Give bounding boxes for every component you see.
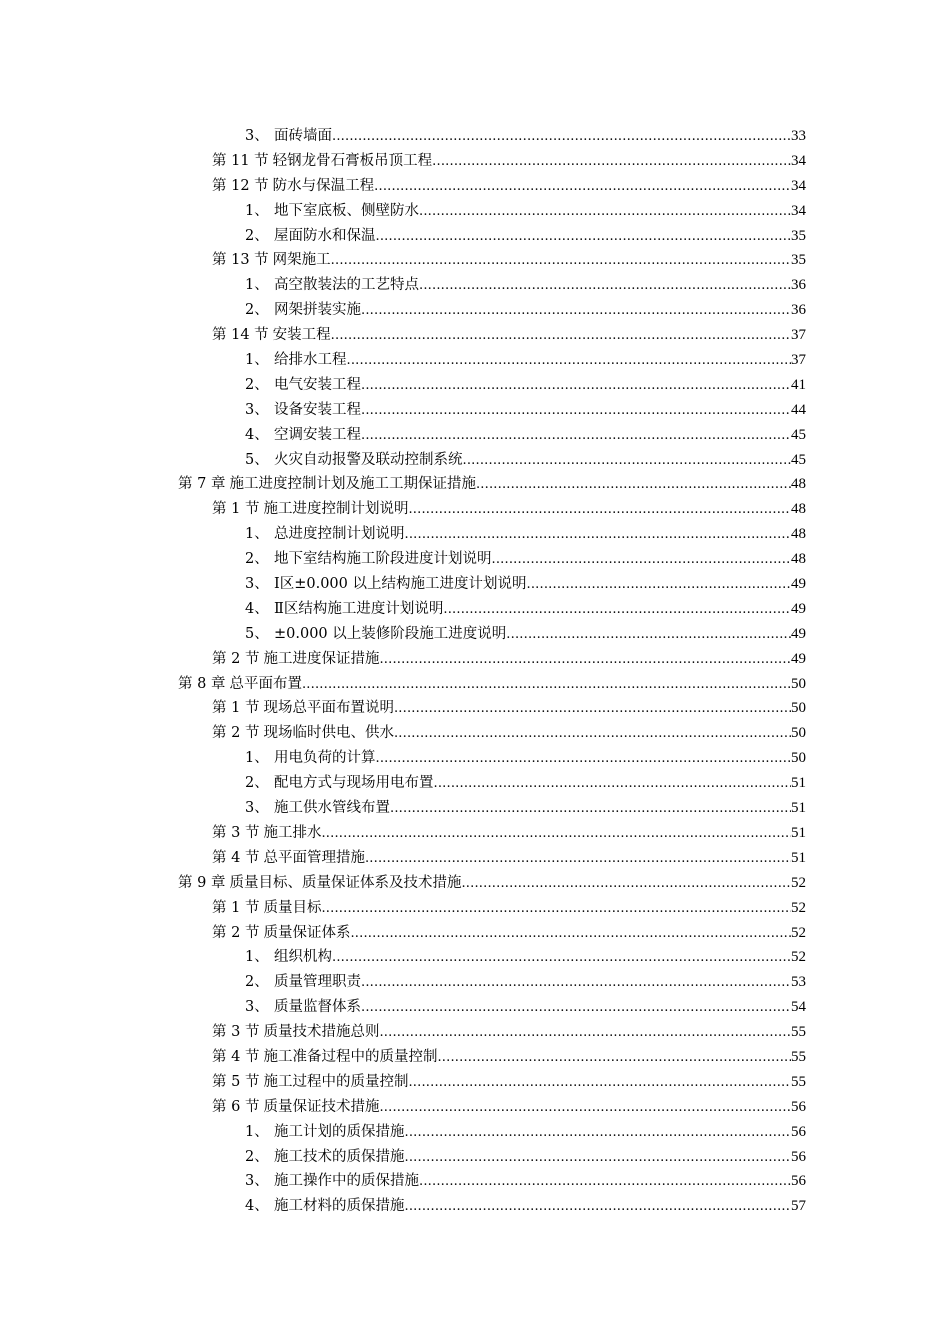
toc-entry-number: 第 7 章 — [178, 476, 226, 493]
toc-entry[interactable] — [0, 945, 950, 970]
toc-entry[interactable] — [0, 871, 950, 896]
toc-entry-number: 第 11 节 — [212, 152, 269, 169]
toc-entry-number: 第 1 节 — [212, 700, 260, 717]
toc-dot-leader — [321, 897, 791, 922]
toc-entry[interactable] — [0, 672, 950, 697]
toc-entry-title: 施工进度控制计划说明 — [263, 501, 409, 518]
toc-entry-page-number: 48 — [791, 501, 806, 518]
toc-entry[interactable] — [0, 1120, 950, 1145]
toc-entry-title: 给排水工程 — [274, 352, 347, 369]
toc-entry-title: Ⅱ区结构施工进度计划说明 — [274, 600, 444, 617]
toc-entry-title: 用电负荷的计算 — [274, 750, 376, 767]
toc-entry-page-number: 52 — [791, 949, 806, 966]
toc-entry-number: 4、 — [245, 426, 269, 443]
toc-dot-leader — [408, 498, 791, 523]
toc-entry-title: 组织机构 — [274, 949, 332, 966]
toc-dot-leader — [476, 473, 791, 498]
toc-entry[interactable] — [0, 174, 950, 199]
toc-entry[interactable] — [0, 1169, 950, 1194]
toc-dot-leader — [432, 150, 791, 175]
toc-dot-leader — [443, 598, 791, 623]
toc-entry[interactable] — [0, 124, 950, 149]
toc-entry-title: 地下室底板、侧壁防水 — [274, 202, 419, 219]
toc-entry-page-number: 37 — [791, 352, 806, 369]
toc-entry[interactable] — [0, 771, 950, 796]
toc-entry-page-number: 44 — [791, 401, 806, 418]
toc-entry[interactable] — [0, 821, 950, 846]
toc-entry[interactable] — [0, 796, 950, 821]
toc-entry[interactable] — [0, 896, 950, 921]
toc-entry-number: 2、 — [245, 551, 269, 568]
toc-entry-page-number: 50 — [791, 700, 806, 717]
toc-entry-title: ±0.000 以上装修阶段施工进度说明 — [274, 625, 507, 642]
toc-dot-leader — [492, 548, 792, 573]
toc-entry-title: 施工进度保证措施 — [263, 650, 380, 667]
toc-dot-leader — [361, 299, 791, 324]
toc-entry-title: 网架拼装实施 — [274, 302, 361, 319]
toc-entry-number: 4、 — [245, 1198, 269, 1215]
toc-dot-leader — [394, 722, 791, 747]
toc-entry-page-number: 50 — [791, 675, 806, 692]
toc-entry-title: 设备安装工程 — [274, 401, 361, 418]
toc-entry-title: 施工过程中的质量控制 — [263, 1073, 409, 1090]
toc-entry-title: 施工技术的质保措施 — [274, 1148, 405, 1165]
toc-entry-title: 高空散装法的工艺特点 — [274, 277, 419, 294]
toc-entry-page-number: 51 — [791, 824, 806, 841]
toc-dot-leader — [361, 996, 791, 1021]
toc-dot-leader — [302, 673, 791, 698]
toc-dot-leader — [376, 225, 792, 250]
toc-entry-number: 第 1 节 — [212, 899, 260, 916]
toc-dot-leader — [379, 1096, 791, 1121]
toc-entry-title: 施工计划的质保措施 — [274, 1123, 405, 1140]
toc-entry[interactable] — [0, 323, 950, 348]
toc-dot-leader — [390, 797, 791, 822]
toc-entry-number: 第 2 节 — [212, 725, 260, 742]
toc-entry[interactable] — [0, 373, 950, 398]
toc-entry[interactable] — [0, 448, 950, 473]
toc-entry[interactable] — [0, 398, 950, 423]
toc-entry[interactable] — [0, 696, 950, 721]
toc-entry[interactable] — [0, 1070, 950, 1095]
toc-entry-number: 2、 — [245, 227, 269, 244]
toc-dot-leader — [361, 374, 791, 399]
toc-entry-page-number: 50 — [791, 725, 806, 742]
toc-entry-page-number: 51 — [791, 800, 806, 817]
toc-entry-title: 防水与保温工程 — [272, 177, 375, 194]
toc-entry-page-number: 41 — [791, 376, 806, 393]
toc-entry-page-number: 33 — [791, 128, 806, 144]
toc-entry-title: 总进度控制计划说明 — [274, 526, 405, 543]
toc-dot-leader — [506, 623, 791, 648]
toc-entry[interactable] — [0, 348, 950, 373]
toc-entry-number: 2、 — [245, 775, 269, 792]
toc-dot-leader — [394, 697, 791, 722]
toc-dot-leader — [376, 747, 792, 772]
toc-dot-leader — [405, 1121, 792, 1146]
toc-entry-number: 3、 — [245, 401, 269, 418]
toc-entry-title: 质量监督体系 — [274, 999, 361, 1016]
toc-entry-page-number: 36 — [791, 302, 806, 319]
toc-entry[interactable] — [0, 1045, 950, 1070]
toc-entry-page-number: 55 — [791, 1048, 806, 1065]
toc-entry[interactable] — [0, 522, 950, 547]
toc-entry-number: 第 4 节 — [212, 1048, 260, 1065]
toc-entry[interactable] — [0, 199, 950, 224]
toc-entry[interactable] — [0, 746, 950, 771]
toc-entry-number: 第 4 节 — [212, 849, 260, 866]
toc-entry-page-number: 37 — [791, 327, 806, 344]
toc-dot-leader — [331, 324, 791, 349]
toc-entry[interactable] — [0, 1095, 950, 1120]
toc-entry-number: 2、 — [245, 302, 269, 319]
toc-entry-number: 1、 — [245, 352, 269, 369]
toc-entry-number: 2、 — [245, 376, 269, 393]
toc-entry-number: 第 1 节 — [212, 501, 260, 518]
toc-entry-number: 5、 — [245, 451, 269, 468]
toc-dot-leader — [350, 922, 791, 947]
toc-dot-leader — [408, 1071, 791, 1096]
toc-entry-title: 网架施工 — [272, 252, 331, 269]
toc-entry-page-number: 55 — [791, 1073, 806, 1090]
toc-entry[interactable] — [0, 547, 950, 572]
toc-entry-page-number: 54 — [791, 999, 806, 1016]
toc-entry[interactable] — [0, 846, 950, 871]
toc-entry-title: 施工排水 — [263, 824, 322, 841]
toc-entry-number: 3、 — [245, 999, 269, 1016]
toc-entry-title: 质量保证技术措施 — [263, 1098, 380, 1115]
toc-entry-page-number: 56 — [791, 1123, 806, 1140]
toc-entry-title: 质量目标 — [263, 899, 322, 916]
toc-entry-title: 质量保证体系 — [263, 924, 351, 941]
toc-dot-leader — [419, 1170, 791, 1195]
toc-entry[interactable] — [0, 572, 950, 597]
toc-entry[interactable] — [0, 597, 950, 622]
toc-dot-leader — [332, 125, 791, 150]
toc-entry-title: 质量技术措施总则 — [263, 1024, 380, 1041]
toc-entry-title: 施工操作中的质保措施 — [274, 1173, 419, 1190]
toc-entry-number: 第 8 章 — [178, 675, 226, 692]
toc-entry-page-number: 52 — [791, 874, 806, 891]
toc-entry[interactable] — [0, 622, 950, 647]
toc-entry-page-number: 45 — [791, 451, 806, 468]
toc-entry-number: 第 2 节 — [212, 924, 260, 941]
toc-entry-title: 施工材料的质保措施 — [274, 1198, 405, 1215]
toc-entry-number: 3、 — [245, 576, 269, 593]
toc-dot-leader — [527, 573, 792, 598]
toc-entry[interactable] — [0, 1145, 950, 1170]
toc-entry-page-number: 49 — [791, 600, 806, 617]
toc-entry-title: 面砖墙面 — [274, 128, 332, 144]
toc-entry-page-number: 55 — [791, 1024, 806, 1041]
toc-entry[interactable] — [0, 423, 950, 448]
toc-dot-leader — [379, 648, 791, 673]
toc-entry-number: 第 9 章 — [178, 874, 226, 891]
toc-entry-number: 3、 — [245, 1173, 269, 1190]
toc-dot-leader — [463, 449, 792, 474]
toc-entry[interactable] — [0, 970, 950, 995]
toc-dot-leader — [419, 274, 791, 299]
toc-entry-number: 第 6 节 — [212, 1098, 260, 1115]
toc-entry-page-number: 36 — [791, 277, 806, 294]
toc-entry-number: 第 14 节 — [212, 327, 269, 344]
toc-entry[interactable] — [0, 921, 950, 946]
toc-entry-number: 1、 — [245, 949, 269, 966]
toc-entry-page-number: 50 — [791, 750, 806, 767]
toc-dot-leader — [461, 872, 791, 897]
toc-entry[interactable] — [0, 647, 950, 672]
toc-entry-number: 1、 — [245, 750, 269, 767]
toc-dot-leader — [379, 1021, 791, 1046]
toc-entry[interactable] — [0, 224, 950, 249]
toc-entry-title: 空调安装工程 — [274, 426, 361, 443]
toc-entry-number: 1、 — [245, 277, 269, 294]
toc-entry[interactable] — [0, 1020, 950, 1045]
toc-entry-title: 电气安装工程 — [274, 376, 361, 393]
toc-entry[interactable] — [0, 472, 950, 497]
toc-dot-leader — [361, 399, 791, 424]
toc-entry-page-number: 57 — [791, 1198, 806, 1215]
toc-dot-leader — [321, 822, 791, 847]
toc-entry-page-number: 49 — [791, 650, 806, 667]
toc-entry-page-number: 48 — [791, 526, 806, 543]
toc-dot-leader — [361, 424, 791, 449]
toc-entry[interactable] — [0, 1194, 950, 1219]
toc-entry-title: 施工准备过程中的质量控制 — [263, 1048, 438, 1065]
toc-entry[interactable] — [0, 298, 950, 323]
toc-dot-leader — [347, 349, 792, 374]
toc-entry-number: 第 2 节 — [212, 650, 260, 667]
toc-entry-title: 总平面管理措施 — [263, 849, 365, 866]
toc-entry-page-number: 34 — [791, 202, 806, 219]
toc-entry-page-number: 53 — [791, 974, 806, 991]
toc-entry-number: 5、 — [245, 625, 269, 642]
toc-entry-page-number: 56 — [791, 1173, 806, 1190]
toc-entry-number: 1、 — [245, 1123, 269, 1140]
toc-entry-page-number: 48 — [791, 476, 806, 493]
toc-entry-number: 第 3 节 — [212, 824, 260, 841]
toc-dot-leader — [405, 1195, 792, 1220]
toc-entry-title: 轻钢龙骨石膏板吊顶工程 — [272, 152, 433, 169]
toc-entry-page-number: 52 — [791, 924, 806, 941]
toc-entry-page-number: 56 — [791, 1148, 806, 1165]
table-of-contents — [0, 124, 950, 1219]
toc-entry-number: 4、 — [245, 600, 269, 617]
toc-entry-title: 施工进度控制计划及施工工期保证措施 — [229, 476, 476, 493]
toc-entry-page-number: 56 — [791, 1098, 806, 1115]
toc-entry-number: 1、 — [245, 526, 269, 543]
toc-entry-title: 质量目标、质量保证体系及技术措施 — [229, 874, 462, 891]
toc-entry-title: 火灾自动报警及联动控制系统 — [274, 451, 463, 468]
toc-entry-number: 第 12 节 — [212, 177, 269, 194]
toc-entry-number: 第 13 节 — [212, 252, 269, 269]
toc-entry-number: 第 5 节 — [212, 1073, 260, 1090]
toc-entry-title: 地下室结构施工阶段进度计划说明 — [274, 551, 492, 568]
toc-entry[interactable] — [0, 149, 950, 174]
toc-entry-page-number: 48 — [791, 551, 806, 568]
toc-dot-leader — [332, 946, 791, 971]
toc-entry-page-number: 34 — [791, 152, 806, 169]
toc-entry-page-number: 34 — [791, 177, 806, 194]
toc-entry-number: 2、 — [245, 974, 269, 991]
toc-entry[interactable] — [0, 273, 950, 298]
toc-entry[interactable] — [0, 248, 950, 273]
toc-entry-page-number: 35 — [791, 252, 806, 269]
toc-entry-title: 质量管理职责 — [274, 974, 361, 991]
toc-dot-leader — [419, 200, 791, 225]
toc-entry-title: 施工供水管线布置 — [274, 800, 390, 817]
toc-entry[interactable] — [0, 995, 950, 1020]
toc-entry[interactable] — [0, 721, 950, 746]
toc-entry-title: 安装工程 — [272, 327, 331, 344]
toc-dot-leader — [434, 772, 792, 797]
toc-entry-number: 3、 — [245, 800, 269, 817]
toc-entry-title: 现场总平面布置说明 — [263, 700, 394, 717]
toc-entry-title: 现场临时供电、供水 — [263, 725, 394, 742]
toc-dot-leader — [405, 1146, 792, 1171]
toc-entry-number: 2、 — [245, 1148, 269, 1165]
toc-entry-number: 1、 — [245, 202, 269, 219]
toc-dot-leader — [365, 847, 791, 872]
toc-entry-number: 第 3 节 — [212, 1024, 260, 1041]
toc-entry-title: 屋面防水和保温 — [274, 227, 376, 244]
toc-dot-leader — [374, 175, 791, 200]
toc-entry-page-number: 52 — [791, 899, 806, 916]
toc-entry-page-number: 35 — [791, 227, 806, 244]
toc-entry-title: 总平面布置 — [229, 675, 302, 692]
toc-dot-leader — [437, 1046, 791, 1071]
toc-dot-leader — [405, 523, 792, 548]
toc-entry-number: 3、 — [245, 128, 269, 144]
toc-entry[interactable] — [0, 497, 950, 522]
toc-entry-page-number: 49 — [791, 576, 806, 593]
toc-entry-page-number: 49 — [791, 625, 806, 642]
toc-entry-page-number: 51 — [791, 775, 806, 792]
toc-dot-leader — [331, 249, 791, 274]
toc-entry-page-number: 51 — [791, 849, 806, 866]
toc-dot-leader — [361, 971, 791, 996]
toc-entry-page-number: 45 — [791, 426, 806, 443]
toc-entry-title: 配电方式与现场用电布置 — [274, 775, 434, 792]
toc-entry-title: Ⅰ区±0.000 以上结构施工进度计划说明 — [274, 576, 527, 593]
